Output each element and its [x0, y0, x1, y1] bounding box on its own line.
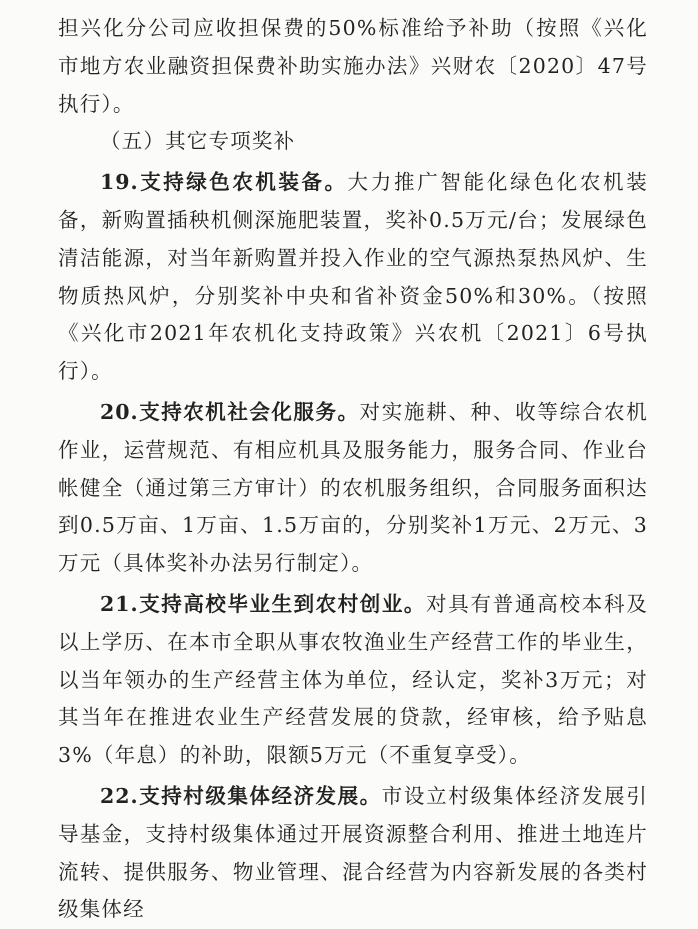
- paragraph-item-20: [58, 394, 648, 583]
- subheading-text: （五）其它专项奖补: [100, 129, 296, 154]
- item-text: 市设立村级集体经济发展引导基金，支持村级集体通过开展资源整合利用、推进土地连片流转、提供服务、物业管理、混合经营为内容新发展的各类村级集体经: [58, 783, 648, 922]
- paragraph-text: 担兴化分公司应收担保费的50%标准给予补助（按照《兴化市地方农业融资担保费补助实施办法》兴财农〔2020〕47号执行）。: [58, 16, 648, 116]
- item-text: 对实施耕、种、收等综合农机作业，运营规范、有相应机具及服务能力，服务合同、作业台帐健全（通过第三方审计）的农机服务组织，合同服务面积达到0.5万亩、1万亩、1.5万亩的，分别奖补1万元、2万元、3万元（具体奖补办法另行制定）。: [58, 399, 648, 576]
- paragraph-continuation: [58, 10, 648, 123]
- paragraph-item-21: [58, 586, 648, 775]
- item-heading: 19.支持绿色农机装备。: [100, 170, 348, 195]
- item-heading: 21.支持高校毕业生到农村创业。: [100, 591, 426, 616]
- paragraph-item-22: [58, 778, 648, 929]
- paragraph-item-19: [58, 164, 648, 391]
- item-text: 对具有普通高校本科及以上学历、在本市全职从事农牧渔业生产经营工作的毕业生，以当年领办的生产经营主体为单位，经认定，奖补3万元；对其当年在推进农业生产经营发展的贷款，经审核，给予贴息3%（年息）的补助，限额5万元（不重复享受）。: [58, 591, 649, 768]
- item-heading: 20.支持农机社会化服务。: [100, 399, 360, 424]
- document-body: [58, 10, 648, 929]
- section-subheading: [58, 123, 648, 161]
- item-text: 大力推广智能化绿色化农机装备，新购置插秧机侧深施肥装置，奖补0.5万元/台；发展绿色清洁能源，对当年新购置并投入作业的空气源热泵热风炉、生物质热风炉，分别奖补中央和省补资金50%和30%。（按照《兴化市2021年农机化支持政策》兴农机〔2021〕6号执行）。: [58, 170, 648, 384]
- item-heading: 22.支持村级集体经济发展。: [100, 783, 382, 808]
